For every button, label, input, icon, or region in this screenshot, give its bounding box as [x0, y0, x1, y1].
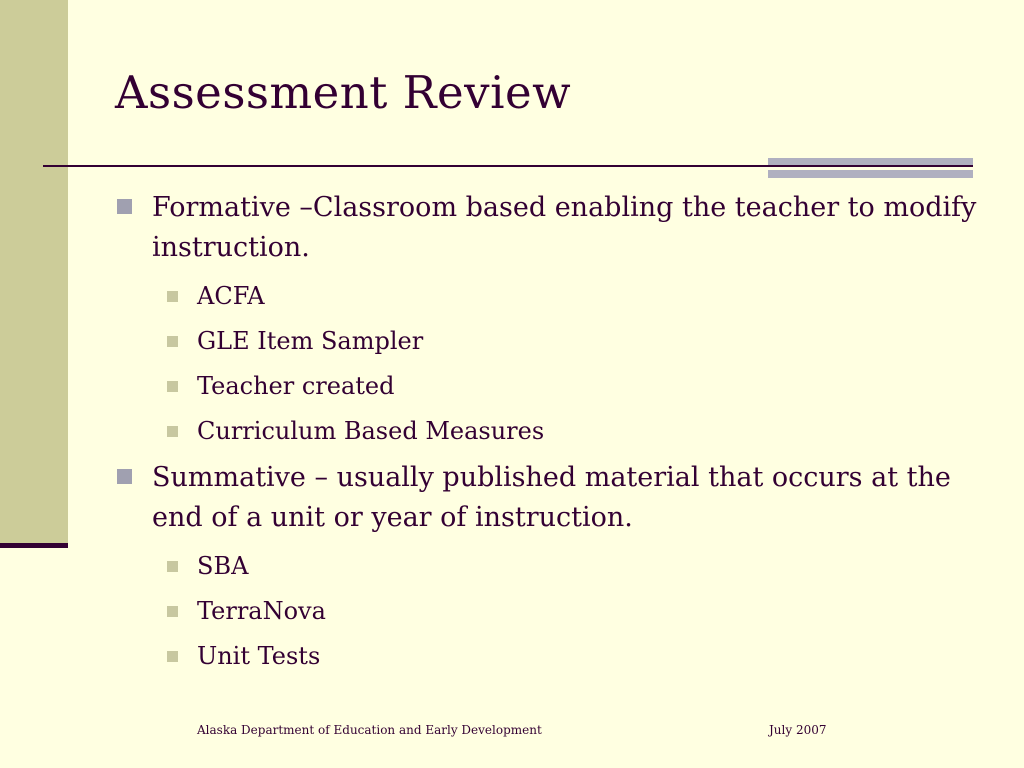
bullet-text: Summative – usually published material that occurs at the end of a unit or year of instruction.: [152, 462, 951, 533]
bullet-text: Formative –Classroom based enabling the teacher to modify instruction.: [152, 192, 977, 263]
subitem-text: Teacher created: [197, 372, 395, 400]
bullet-formative: [115, 188, 985, 268]
list-item: [115, 544, 985, 589]
list-item: [115, 589, 985, 634]
list-item: [115, 634, 985, 679]
subitem-text: Curriculum Based Measures: [197, 417, 545, 445]
list-item: [115, 409, 985, 454]
square-bullet-icon: [167, 651, 178, 662]
subitem-text: Unit Tests: [197, 642, 321, 670]
summative-subitems: [115, 544, 985, 679]
subitem-text: ACFA: [197, 282, 265, 310]
subitem-text: GLE Item Sampler: [197, 327, 424, 355]
list-item: [115, 274, 985, 319]
left-accent-rule: [0, 543, 68, 548]
square-bullet-icon: [167, 336, 178, 347]
bullet-summative: [115, 458, 985, 538]
square-bullet-icon: [167, 606, 178, 617]
square-bullet-icon: [117, 199, 132, 214]
list-item: [115, 319, 985, 364]
footer-date: July 2007: [769, 723, 827, 737]
slide-body: [115, 188, 985, 683]
formative-subitems: [115, 274, 985, 454]
square-bullet-icon: [167, 291, 178, 302]
footer-organization: Alaska Department of Education and Early Development: [197, 723, 542, 737]
subitem-text: SBA: [197, 552, 249, 580]
subitem-text: TerraNova: [197, 597, 326, 625]
square-bullet-icon: [117, 469, 132, 484]
square-bullet-icon: [167, 426, 178, 437]
list-item: [115, 364, 985, 409]
left-accent-band: [0, 0, 68, 545]
square-bullet-icon: [167, 561, 178, 572]
slide-title: Assessment Review: [115, 66, 572, 119]
title-underline: [43, 165, 973, 167]
square-bullet-icon: [167, 381, 178, 392]
